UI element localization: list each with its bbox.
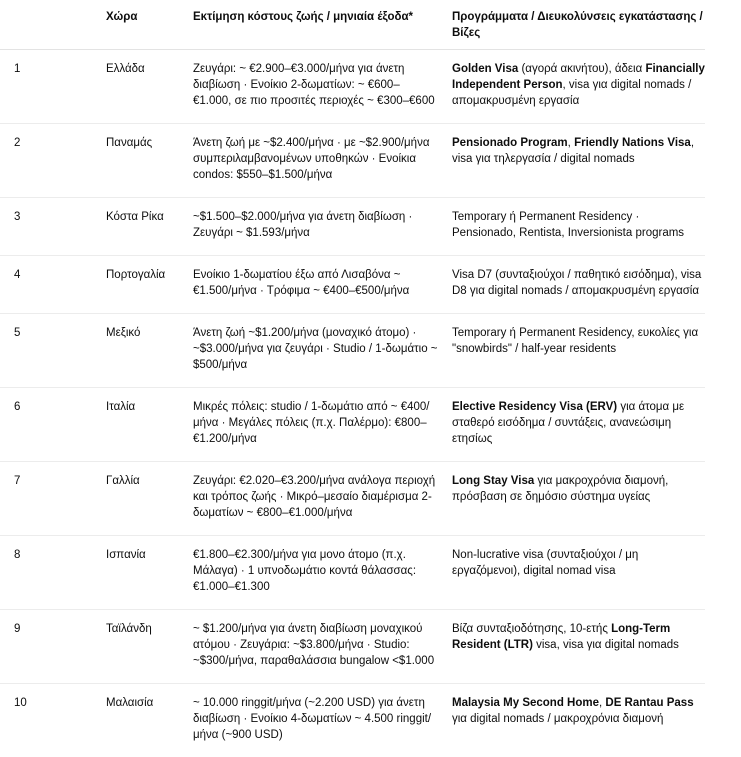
program-name: Financially Independent Person bbox=[452, 63, 705, 91]
program-name: Malaysia My Second Home bbox=[452, 697, 599, 709]
program-text: , visa για digital nomads / απομακρυσμένη εργασία bbox=[452, 79, 691, 107]
table-body bbox=[0, 50, 705, 757]
programs-cell bbox=[438, 198, 705, 256]
program-name: Long Stay Visa bbox=[452, 475, 534, 487]
cost-cell: Ζευγάρι: ~ €2.900–€3.000/μήνα για άνετη διαβίωση · Ενοίκιο 2-δωματίων: ~ €600–€1.000, σε πιο προσιτές περιοχές ~ €300–€600 bbox=[179, 50, 438, 124]
program-text: visa, visa για digital nomads bbox=[533, 639, 679, 651]
programs-cell bbox=[438, 684, 705, 757]
header-row bbox=[0, 0, 705, 50]
header-programs: Προγράμματα / Διευκολύνσεις εγκατάστασης / Βίζες bbox=[438, 0, 705, 50]
country-cell: Κόστα Ρίκα bbox=[92, 198, 179, 256]
header-number bbox=[0, 0, 92, 50]
row-number: 8 bbox=[0, 536, 92, 610]
table-row bbox=[0, 684, 705, 757]
country-cell: Ισπανία bbox=[92, 536, 179, 610]
country-cell: Ελλάδα bbox=[92, 50, 179, 124]
country-cell: Ιταλία bbox=[92, 388, 179, 462]
row-number: 10 bbox=[0, 684, 92, 757]
program-name: Elective Residency Visa (ERV) bbox=[452, 401, 617, 413]
row-number: 3 bbox=[0, 198, 92, 256]
row-number: 7 bbox=[0, 462, 92, 536]
country-cell: Ταϊλάνδη bbox=[92, 610, 179, 684]
program-name: Pensionado Program bbox=[452, 137, 568, 149]
cost-cell: Άνετη ζωή με ~$2.400/μήνα · με ~$2.900/μήνα συμπεριλαμβανομένων υποθηκών · Ενοίκια condos: $550–$1.500/μήνα bbox=[179, 124, 438, 198]
program-text: Temporary ή Permanent Residency · Pensionado, Rentista, Inversionista programs bbox=[452, 211, 684, 239]
header-cost: Εκτίμηση κόστους ζωής / μηνιαία έξοδα* bbox=[179, 0, 438, 50]
programs-cell bbox=[438, 536, 705, 610]
program-name: DE Rantau Pass bbox=[605, 697, 693, 709]
programs-cell bbox=[438, 124, 705, 198]
programs-cell bbox=[438, 314, 705, 388]
cost-cell: Μικρές πόλεις: studio / 1-δωμάτιο από ~ €400/μήνα · Μεγάλες πόλεις (π.χ. Παλέρμο): €800–€1.200/μήνα bbox=[179, 388, 438, 462]
cost-cell: ~$1.500–$2.000/μήνα για άνετη διαβίωση · Ζευγάρι ~ $1.593/μήνα bbox=[179, 198, 438, 256]
program-name: Long-Term Resident (LTR) bbox=[452, 623, 670, 651]
cost-cell: Άνετη ζωή ~$1.200/μήνα (μοναχικό άτομο) · ~$3.000/μήνα για ζευγάρι · Studio / 1-δωμάτιο ~ $500/μήνα bbox=[179, 314, 438, 388]
program-text: Non-lucrative visa (συνταξιούχοι / μη εργαζόμενοι), digital nomad visa bbox=[452, 549, 638, 577]
program-text: Visa D7 (συνταξιούχοι / παθητικό εισόδημα), visa D8 για digital nomads / απομακρυσμένη εργασία bbox=[452, 269, 701, 297]
table-row bbox=[0, 198, 705, 256]
country-cell: Παναμάς bbox=[92, 124, 179, 198]
programs-cell bbox=[438, 462, 705, 536]
program-text: για μακροχρόνια διαμονή, πρόσβαση σε δημόσιο σύστημα υγείας bbox=[452, 475, 668, 503]
row-number: 4 bbox=[0, 256, 92, 314]
row-number: 6 bbox=[0, 388, 92, 462]
program-text: Βίζα συνταξιοδότησης, 10-ετής bbox=[452, 623, 611, 635]
row-number: 9 bbox=[0, 610, 92, 684]
country-cell: Μεξικό bbox=[92, 314, 179, 388]
table-row bbox=[0, 536, 705, 610]
table-row bbox=[0, 388, 705, 462]
programs-cell bbox=[438, 50, 705, 124]
table-row bbox=[0, 314, 705, 388]
row-number: 1 bbox=[0, 50, 92, 124]
row-number: 2 bbox=[0, 124, 92, 198]
program-text: (αγορά ακινήτου), άδεια bbox=[518, 63, 645, 75]
cost-cell: ~ $1.200/μήνα για άνετη διαβίωση μοναχικού ατόμου · Ζευγάρια: ~$3.800/μήνα · Studio: ~$300/μήνα, παραθαλάσσια bungalow <$1.000 bbox=[179, 610, 438, 684]
programs-cell bbox=[438, 256, 705, 314]
country-cell: Γαλλία bbox=[92, 462, 179, 536]
program-text: , bbox=[568, 137, 574, 149]
cost-cell: Ενοίκιο 1-δωματίου έξω από Λισαβόνα ~ €1.500/μήνα · Τρόφιμα ~ €400–€500/μήνα bbox=[179, 256, 438, 314]
table-row bbox=[0, 462, 705, 536]
program-text: , visa για τηλεργασία / digital nomads bbox=[452, 137, 694, 165]
country-cell: Πορτογαλία bbox=[92, 256, 179, 314]
program-text: , bbox=[599, 697, 605, 709]
programs-cell bbox=[438, 388, 705, 462]
row-number: 5 bbox=[0, 314, 92, 388]
program-text: για digital nomads / μακροχρόνια διαμονή bbox=[452, 713, 663, 725]
program-name: Golden Visa bbox=[452, 63, 518, 75]
program-name: Friendly Nations Visa bbox=[574, 137, 691, 149]
cost-cell: Ζευγάρι: €2.020–€3.200/μήνα ανάλογα περιοχή και τρόπος ζωής · Μικρό–μεσαίο διαμέρισμα 2-δωματίων ~ €800–€1.000/μήνα bbox=[179, 462, 438, 536]
table-header bbox=[0, 0, 705, 50]
country-cell: Μαλαισία bbox=[92, 684, 179, 757]
cost-cell: ~ 10.000 ringgit/μήνα (~2.200 USD) για άνετη διαβίωση · Ενοίκιο 4-δωματίων ~ 4.500 ringgit/μήνα (~900 USD) bbox=[179, 684, 438, 757]
header-country: Χώρα bbox=[92, 0, 179, 50]
table-row bbox=[0, 124, 705, 198]
table-row bbox=[0, 50, 705, 124]
cost-cell: €1.800–€2.300/μήνα για μονο άτομο (π.χ. Μάλαγα) · 1 υπνοδωμάτιο κοντά θάλασσας: €1.000–€1.300 bbox=[179, 536, 438, 610]
program-text: Temporary ή Permanent Residency, ευκολίες για "snowbirds" / half-year residents bbox=[452, 327, 698, 355]
program-text: για άτομα με σταθερό εισόδημα / συντάξεις, ανανεώσιμη ετησίως bbox=[452, 401, 684, 445]
table-row bbox=[0, 256, 705, 314]
